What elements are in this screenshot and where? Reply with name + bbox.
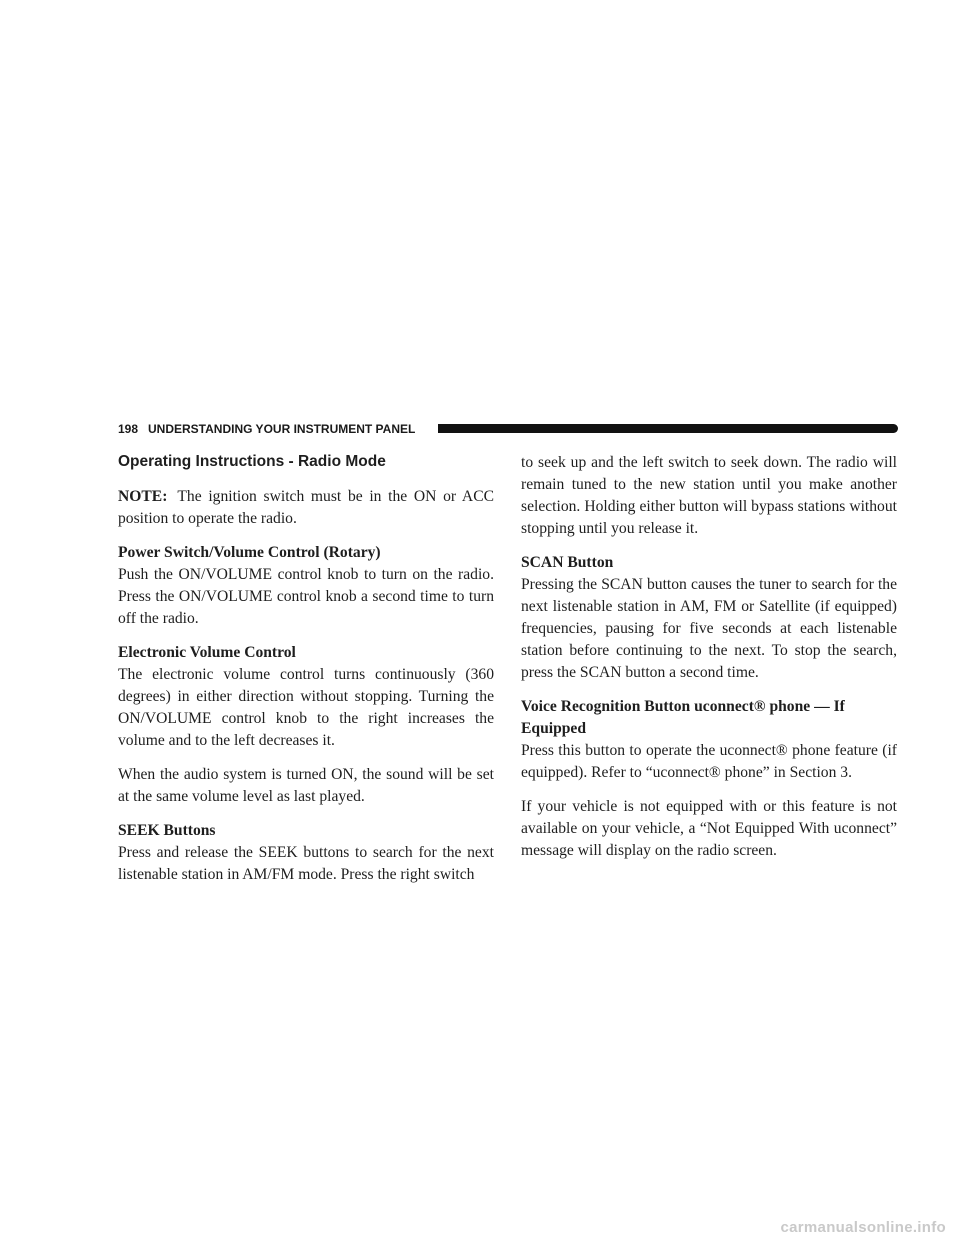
scan-button-heading: SCAN Button bbox=[521, 554, 614, 571]
note-label: NOTE: bbox=[118, 488, 168, 505]
scan-button-text: Pressing the SCAN button causes the tuner to search for the next listenable station in AM, FM or Satellite (if equipped) frequencies, pausing for five seconds at each listenable station before continuing to the next. To stop the search, press the SCAN button a second time. bbox=[521, 576, 897, 681]
section-heading: Operating Instructions - Radio Mode bbox=[118, 453, 386, 470]
right-column bbox=[521, 452, 897, 874]
page-number: 198 bbox=[118, 422, 139, 436]
left-column bbox=[118, 452, 494, 886]
seek-buttons-heading: SEEK Buttons bbox=[118, 822, 216, 839]
not-equipped-text: If your vehicle is not equipped with or this feature is not available on your vehicle, a “Not Equipped With uconnect” message will display on the radio screen. bbox=[521, 798, 897, 859]
header-rule bbox=[438, 424, 898, 433]
section-title-header: UNDERSTANDING YOUR INSTRUMENT PANEL bbox=[148, 422, 416, 436]
page-header bbox=[118, 420, 898, 440]
voice-recognition-text: Press this button to operate the uconnect® phone feature (if equipped). Refer to “uconnect® phone” in Section 3. bbox=[521, 742, 897, 781]
note-paragraph bbox=[118, 486, 494, 530]
note-text: The ignition switch must be in the ON or ACC position to operate the radio. bbox=[118, 488, 494, 527]
seek-buttons-text: Press and release the SEEK buttons to search for the next listenable station in AM/FM mode. Press the right switch bbox=[118, 844, 494, 883]
audio-on-text: When the audio system is turned ON, the sound will be set at the same volume level as last played. bbox=[118, 766, 494, 805]
voice-recognition-heading: Voice Recognition Button uconnect® phone — If Equipped bbox=[521, 698, 845, 737]
electronic-volume-heading: Electronic Volume Control bbox=[118, 644, 296, 661]
watermark: carmanualsonline.info bbox=[780, 1219, 946, 1236]
seek-continued-text: to seek up and the left switch to seek down. The radio will remain tuned to the new station until you make another selection. Holding either button will bypass stations without stopping until you release it. bbox=[521, 454, 897, 537]
power-switch-text: Push the ON/VOLUME control knob to turn on the radio. Press the ON/VOLUME control knob a second time to turn off the radio. bbox=[118, 566, 494, 627]
electronic-volume-text: The electronic volume control turns continuously (360 degrees) in either direction without stopping. Turning the ON/VOLUME control knob to the right increases the volume and to the left decreases it. bbox=[118, 666, 494, 749]
power-switch-heading: Power Switch/Volume Control (Rotary) bbox=[118, 544, 381, 561]
